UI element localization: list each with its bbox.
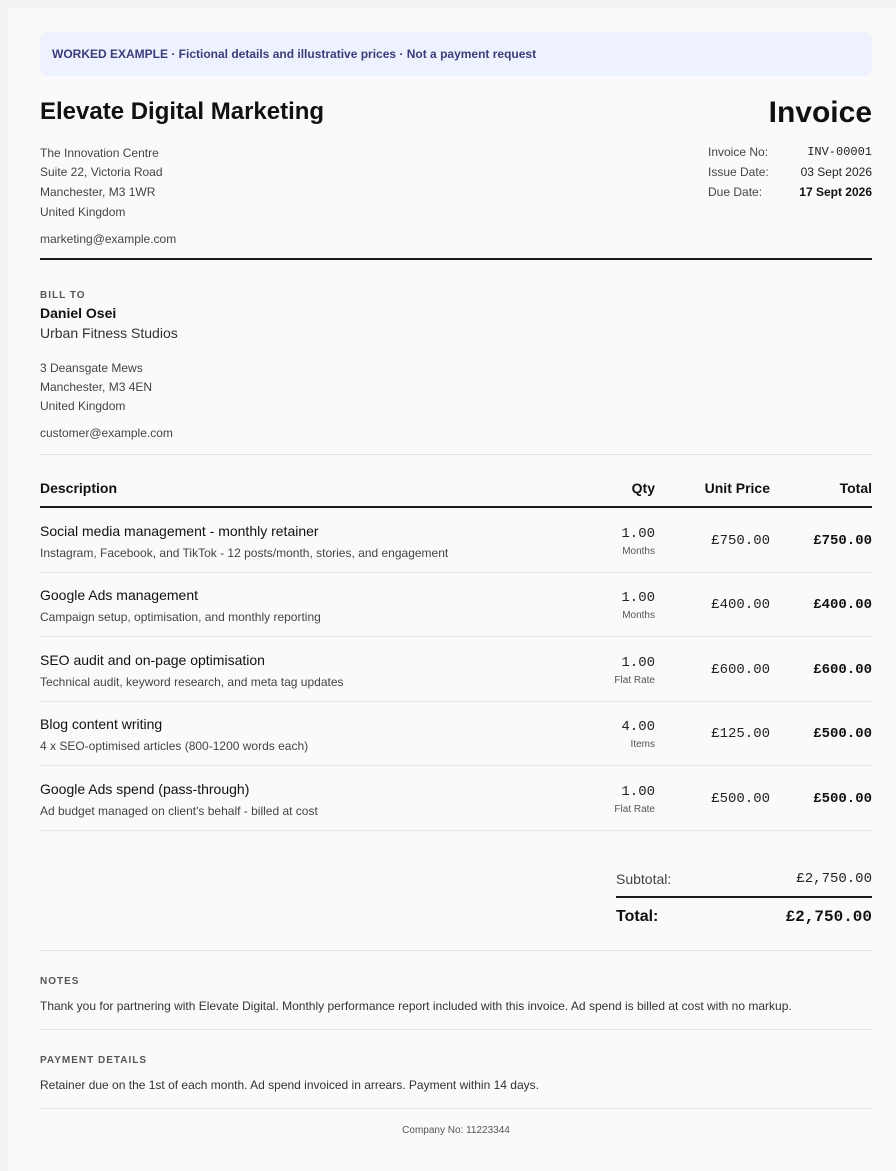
invoice-title: Invoice: [768, 96, 872, 129]
total-divider: [616, 896, 872, 898]
invoice-number-label: Invoice No:: [708, 145, 769, 159]
company-address-line: United Kingdom: [40, 205, 126, 219]
item-detail: Ad budget managed on client's behalf - billed at cost: [40, 804, 318, 818]
customer-company: Urban Fitness Studios: [40, 325, 178, 341]
summary-divider: [40, 950, 872, 951]
customer-name: Daniel Osei: [40, 305, 117, 321]
subtotal-label: Subtotal:: [616, 871, 672, 887]
item-description: Google Ads spend (pass-through): [40, 781, 250, 797]
item-unit: Items: [630, 739, 655, 750]
item-unit-price: £400.00: [711, 597, 770, 613]
customer-email: customer@example.com: [40, 426, 173, 440]
notes-text: Thank you for partnering with Elevate Digital. Monthly performance report included with this invoice. Ad spend is billed at cost with no markup.: [40, 999, 792, 1013]
customer-address-line: 3 Deansgate Mews: [40, 361, 143, 375]
notes-divider: [40, 1029, 872, 1030]
item-qty: 1.00: [621, 526, 655, 542]
total-label: Total:: [616, 908, 659, 925]
company-name: Elevate Digital Marketing: [40, 98, 325, 125]
notes-label: NOTES: [40, 976, 80, 987]
total-value: £2,750.00: [785, 908, 872, 926]
table-row: [40, 638, 872, 702]
bill-to-label: BILL TO: [40, 290, 86, 301]
company-address-line: The Innovation Centre: [40, 146, 159, 160]
item-description: SEO audit and on-page optimisation: [40, 652, 265, 668]
payment-divider: [40, 1108, 872, 1109]
column-header-unit-price: Unit Price: [704, 480, 770, 496]
invoice-page: [8, 8, 896, 1171]
table-row: [40, 767, 872, 831]
item-total: £500.00: [813, 726, 872, 742]
issue-date-label: Issue Date:: [708, 165, 769, 179]
row-divider: [40, 765, 872, 766]
column-header-total: Total: [839, 480, 872, 496]
item-unit: Months: [622, 546, 655, 557]
payment-details-label: PAYMENT DETAILS: [40, 1055, 148, 1066]
item-detail: Instagram, Facebook, and TikTok - 12 posts/month, stories, and engagement: [40, 546, 449, 560]
item-total: £750.00: [813, 533, 872, 549]
row-divider: [40, 636, 872, 637]
item-qty: 1.00: [621, 655, 655, 671]
company-email: marketing@example.com: [40, 232, 177, 246]
table-header-divider: [40, 506, 872, 508]
item-detail: Campaign setup, optimisation, and monthly reporting: [40, 610, 321, 624]
item-total: £600.00: [813, 662, 872, 678]
item-unit: Flat Rate: [614, 804, 655, 815]
column-header-description: Description: [40, 480, 118, 496]
customer-address-line: Manchester, M3 4EN: [40, 380, 153, 394]
item-unit: Months: [622, 610, 655, 621]
item-qty: 1.00: [621, 784, 655, 800]
item-qty: 4.00: [621, 719, 655, 735]
due-date-label: Due Date:: [708, 185, 763, 199]
customer-address-line: United Kingdom: [40, 399, 126, 413]
due-date: 17 Sept 2026: [799, 185, 872, 199]
item-description: Social media management - monthly retainer: [40, 523, 319, 539]
company-address-line: Manchester, M3 1WR: [40, 185, 156, 199]
issue-date: 03 Sept 2026: [800, 165, 872, 179]
table-row: [40, 702, 872, 766]
company-number: Company No: 11223344: [402, 1125, 510, 1136]
payment-details-text: Retainer due on the 1st of each month. Ad spend invoiced in arrears. Payment within 14 days.: [40, 1078, 539, 1092]
item-description: Blog content writing: [40, 716, 163, 732]
item-detail: 4 x SEO-optimised articles (800-1200 words each): [40, 739, 309, 753]
item-qty: 1.00: [621, 590, 655, 606]
header-divider: [40, 258, 872, 260]
invoice-number: INV-00001: [807, 145, 872, 159]
item-unit-price: £125.00: [711, 726, 770, 742]
item-detail: Technical audit, keyword research, and meta tag updates: [40, 675, 344, 689]
item-total: £400.00: [813, 597, 872, 613]
example-banner: WORKED EXAMPLE · Fictional details and illustrative prices · Not a payment request: [40, 32, 872, 76]
item-unit-price: £500.00: [711, 791, 770, 807]
item-total: £500.00: [813, 791, 872, 807]
item-unit-price: £600.00: [711, 662, 770, 678]
item-unit: Flat Rate: [614, 675, 655, 686]
column-header-qty: Qty: [631, 480, 655, 496]
subtotal-value: £2,750.00: [796, 871, 872, 887]
table-row: [40, 573, 872, 637]
item-description: Google Ads management: [40, 587, 198, 603]
table-row: [40, 509, 872, 573]
item-unit-price: £750.00: [711, 533, 770, 549]
row-divider: [40, 830, 872, 831]
bill-to-divider: [40, 454, 872, 455]
company-address-line: Suite 22, Victoria Road: [40, 165, 163, 179]
